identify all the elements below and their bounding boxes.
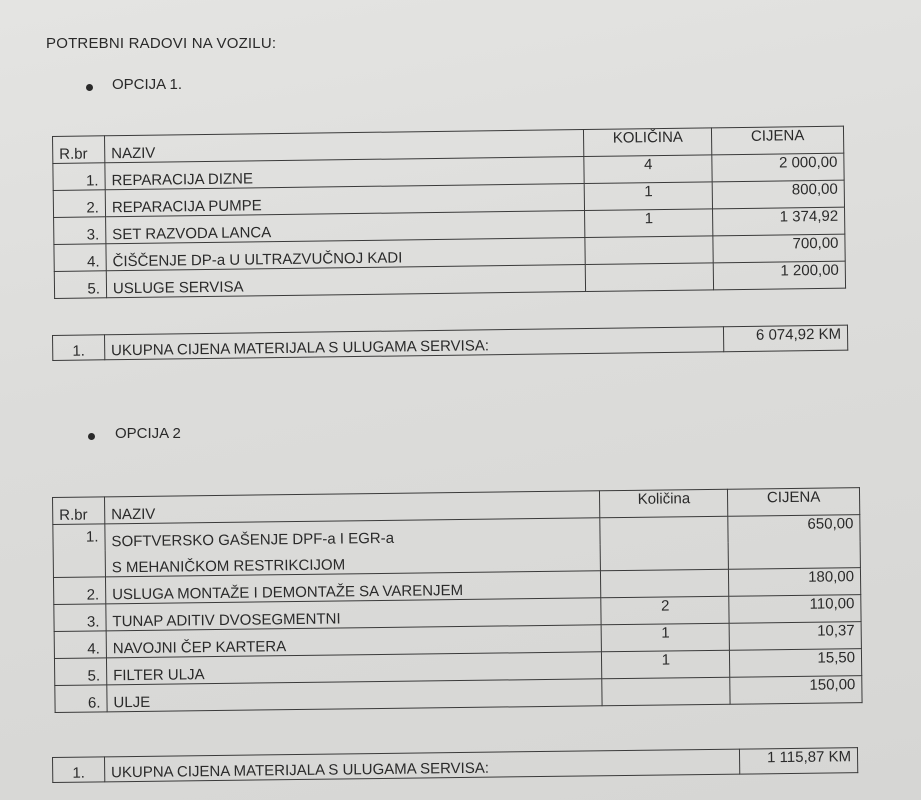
row-name: ČIŠČENJE DP-a U ULTRAZVUČNOJ KADI bbox=[106, 238, 586, 271]
row-number: 5. bbox=[54, 271, 106, 299]
row-name: USLUGA MONTAŽE I DEMONTAŽE SA VARENJEM bbox=[105, 571, 601, 604]
row-number: 6. bbox=[55, 685, 107, 713]
row-number: 3. bbox=[54, 604, 106, 632]
option2-total-table bbox=[52, 747, 858, 783]
total-row bbox=[53, 748, 858, 783]
row-number: 1. bbox=[53, 163, 105, 191]
row-quantity: 1 bbox=[585, 182, 713, 211]
row-name: USLUGE SERVISA bbox=[106, 265, 586, 298]
row-quantity bbox=[586, 263, 714, 292]
row-quantity: 1 bbox=[602, 623, 730, 652]
row-price: 650,00 bbox=[728, 515, 860, 570]
row-number: 5. bbox=[54, 658, 106, 686]
row-quantity: 1 bbox=[602, 650, 730, 679]
option2-title: OPCIJA 2 bbox=[115, 425, 181, 442]
row-price: 800,00 bbox=[712, 180, 844, 209]
row-name: TUNAP ADITIV DVOSEGMENTNI bbox=[106, 598, 602, 631]
row-price: 180,00 bbox=[729, 568, 861, 597]
total-row bbox=[53, 325, 848, 360]
row-number: 4. bbox=[54, 244, 106, 272]
header-kolicina: KOLIČINA bbox=[584, 128, 712, 157]
header-rbr: R.br bbox=[53, 497, 105, 525]
row-quantity: 2 bbox=[601, 596, 729, 625]
row-name: ULJE bbox=[107, 679, 603, 712]
row-price: 10,37 bbox=[729, 622, 861, 651]
option1-table bbox=[52, 126, 846, 299]
row-quantity bbox=[601, 569, 729, 598]
option1-title: OPCIJA 1. bbox=[112, 76, 183, 93]
row-quantity bbox=[600, 516, 728, 571]
row-price: 110,00 bbox=[729, 595, 861, 624]
row-quantity bbox=[602, 677, 730, 706]
page-heading: POTREBNI RADOVI NA VOZILU: bbox=[46, 35, 277, 52]
row-number: 4. bbox=[54, 631, 106, 659]
header-cijena: CIJENA bbox=[712, 126, 844, 155]
row-name: FILTER ULJA bbox=[106, 652, 602, 685]
option2-table bbox=[52, 487, 863, 713]
total-value: 6 074,92 KM bbox=[724, 325, 848, 352]
row-price: 1 200,00 bbox=[713, 261, 845, 290]
option1-total-table bbox=[52, 325, 848, 361]
bullet-icon bbox=[88, 433, 95, 440]
row-number: 1. bbox=[53, 524, 106, 578]
header-kolicina: Količina bbox=[600, 489, 728, 518]
row-number: 3. bbox=[54, 217, 106, 245]
total-number: 1. bbox=[53, 335, 105, 361]
row-price: 15,50 bbox=[730, 649, 862, 678]
total-value: 1 115,87 KM bbox=[740, 748, 858, 774]
row-price: 150,00 bbox=[730, 676, 862, 705]
header-naziv: NAZIV bbox=[104, 130, 584, 163]
header-naziv: NAZIV bbox=[104, 491, 600, 524]
row-name: SET RAZVODA LANCA bbox=[106, 211, 586, 244]
row-quantity: 1 bbox=[585, 209, 713, 238]
row-name: REPARACIJA DIZNE bbox=[105, 157, 585, 190]
header-cijena: CIJENA bbox=[728, 488, 860, 517]
row-price: 700,00 bbox=[713, 234, 845, 263]
header-rbr: R.br bbox=[53, 136, 105, 164]
row-quantity: 4 bbox=[584, 155, 712, 184]
row-name: SOFTVERSKO GAŠENJE DPF-a I EGR-a bbox=[105, 518, 601, 551]
total-label: UKUPNA CIJENA MATERIJALA S ULUGAMA SERVISA: bbox=[104, 327, 723, 360]
row-price: 1 374,92 bbox=[713, 207, 845, 236]
row-name: NAVOJNI ČEP KARTERA bbox=[106, 625, 602, 658]
total-number: 1. bbox=[53, 757, 105, 783]
row-quantity bbox=[585, 236, 713, 265]
row-price: 2 000,00 bbox=[712, 153, 844, 182]
bullet-icon bbox=[86, 84, 93, 91]
total-label: UKUPNA CIJENA MATERIJALA S ULUGAMA SERVISA: bbox=[104, 749, 739, 782]
row-number: 2. bbox=[53, 190, 105, 218]
row-name-continued: S MEHANIČKOM RESTRIKCIJOM bbox=[105, 544, 601, 577]
row-number: 2. bbox=[53, 577, 105, 605]
row-name: REPARACIJA PUMPE bbox=[105, 184, 585, 217]
